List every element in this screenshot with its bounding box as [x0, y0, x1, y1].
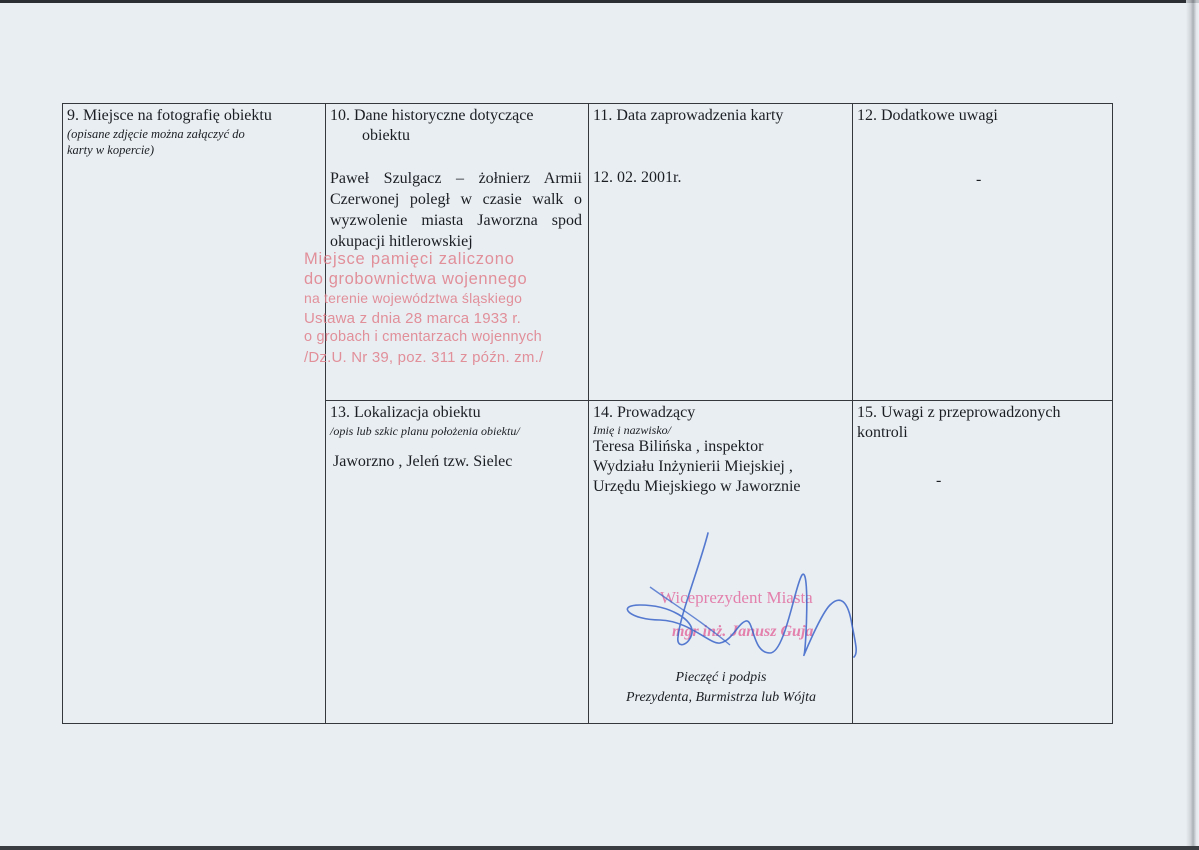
cell14-value-2: Wydziału Inżynierii Miejskiej ,	[593, 458, 793, 475]
cell13-subtitle: /opis lub szkic planu położenia obiektu/	[330, 424, 520, 438]
signature-icon	[620, 525, 860, 665]
cell-photo-placeholder	[63, 104, 325, 723]
memorial-stamp-line-5: o grobach i cmentarzach wojennych	[304, 329, 542, 345]
cell14-value-1: Teresa Bilińska , inspektor	[593, 438, 764, 455]
cell10-title-1: 10. Dane historyczne dotyczące	[330, 107, 534, 124]
cell12-value: -	[976, 171, 982, 188]
cell-additional-notes	[853, 104, 1112, 400]
cell10-body: Paweł Szulgacz – żołnierz Armii Czerwonej poległ w czasie walk o wyzwolenie miasta Jaworzna spod okupacji hitlerowskiej	[330, 170, 582, 250]
scan-right-edge	[1186, 0, 1199, 850]
cell14-subtitle: Imię i nazwisko/	[593, 423, 671, 437]
cell9-title: 9. Miejsce na fotografię obiektu	[67, 107, 272, 124]
memorial-stamp-line-1: Miejsce pamięci zaliczono	[304, 250, 515, 268]
official-stamp-title: Wiceprezydent Miasta	[660, 588, 813, 607]
form-table	[62, 103, 1113, 724]
cell15-title-2: kontroli	[857, 424, 908, 441]
cell10-title-2: obiektu	[362, 127, 410, 144]
scan-top-edge	[0, 0, 1199, 3]
signature-caption-2: Prezydenta, Burmistrza lub Wójta	[625, 690, 817, 705]
memorial-stamp-line-4: Ustawa z dnia 28 marca 1933 r.	[304, 309, 521, 327]
signature-caption	[590, 668, 852, 708]
cell15-title-1: 15. Uwagi z przeprowadzonych	[857, 404, 1061, 421]
cell12-title: 12. Dodatkowe uwagi	[857, 107, 998, 124]
memorial-stamp-line-3: na terenie województwa śląskiego	[304, 290, 523, 306]
signature-caption-1: Pieczęć i podpis	[675, 670, 767, 685]
cell14-value-3: Urzędu Miejskiego w Jaworznie	[593, 478, 801, 495]
cell11-value: 12. 02. 2001r.	[593, 169, 682, 186]
official-stamp-name: mgr inż. Janusz Guja	[672, 623, 814, 640]
memorial-stamp-line-6: /Dz.U. Nr 39, poz. 311 z późn. zm./	[304, 348, 544, 366]
cell13-value: Jaworzno , Jeleń tzw. Sielec	[333, 453, 513, 470]
memorial-stamp	[304, 250, 594, 367]
cell-card-date	[589, 104, 852, 400]
cell14-title: 14. Prowadzący	[593, 404, 696, 421]
cell9-subtitle-1: (opisane zdjęcie można załączyć do	[67, 127, 245, 141]
memorial-stamp-line-2: do grobownictwa wojennego	[304, 269, 528, 288]
scan-bottom-edge	[0, 846, 1199, 850]
cell11-title: 11. Data zaprowadzenia karty	[593, 107, 784, 124]
cell15-value: -	[936, 472, 942, 489]
cell-inspection-notes	[853, 401, 1112, 723]
cell-object-location	[326, 401, 588, 723]
cell9-subtitle-2: karty w kopercie)	[67, 143, 154, 157]
cell13-title: 13. Lokalizacja obiektu	[330, 404, 481, 421]
